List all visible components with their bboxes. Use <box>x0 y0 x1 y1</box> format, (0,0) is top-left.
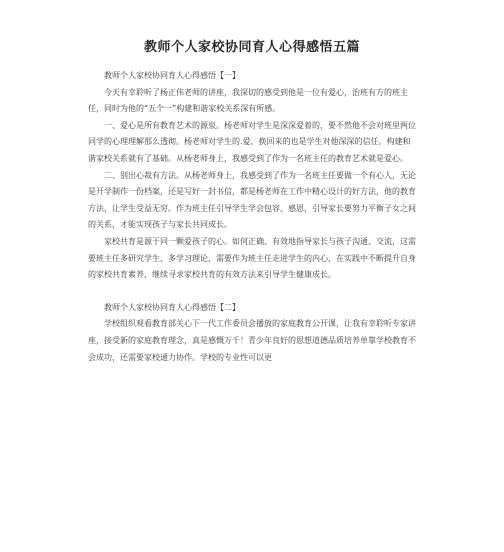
section-heading: 教师个人家校协同育人心得感悟【二】 <box>104 302 240 312</box>
section-spacer <box>88 284 418 300</box>
paragraph: 二、别出心裁有方法。从杨老师身上，我感受到了作为一名班主任要做一个有心人，无论是开学制作一份档案，还是写好一封书信，都是杨老师在工作中精心设计的好方法，他的教育方法，让学生受益无穷。作为班主任引导学生学会包容、感恩，引导家长要努力平衡子女之间的关系，才能实现孩子与家长共同成长。 <box>88 170 416 230</box>
paragraph: 家校共育是源于同一颗爱孩子的心。如何正确、有效地指导家长与孩子沟通、交流，这需要班主任多研究学生、多学习理论，需要作为班主任走进学生的内心，在实践中不断提升自身的家校共育素养，继续寻求家校共育的有效方法来引导学生健康成长。 <box>88 236 416 280</box>
paragraph: 学校组织观看教育部关心下一代工作委员会播放的家庭教育公开课，让我有幸聆听专家讲座，接受新的家庭教育理念，真是感慨万千！青少年良好的思想道德品质培养单靠学校教育不会成功，还需要家校通力协作。学校的专业性可以更 <box>88 319 416 362</box>
section-heading: 教师个人家校协同育人心得感悟【一】 <box>104 71 240 80</box>
document-body <box>88 68 418 366</box>
paragraph: 一、爱心是所有教育艺术的源泉。杨老师对学生是深深爱着的，要不然他不会对班里两位同学的心理理解那么透彻。杨老师对学生的.爱，换回来的也是学生对他深深的信任。构建和谐家校关系就有了基础。从杨老师身上，我感受到了作为一名班主任的教育艺术就是爱心。 <box>88 120 416 163</box>
document-title: 教师个人家校协同育人心得感悟五篇 <box>143 40 360 55</box>
paragraph: 今天有幸聆听了杨正伟老师的讲座，我深切的感受到他是一位有爱心，治班有方的班主任，同时为他的“五个一”构建和谐家校关系深有所感。 <box>88 87 408 114</box>
